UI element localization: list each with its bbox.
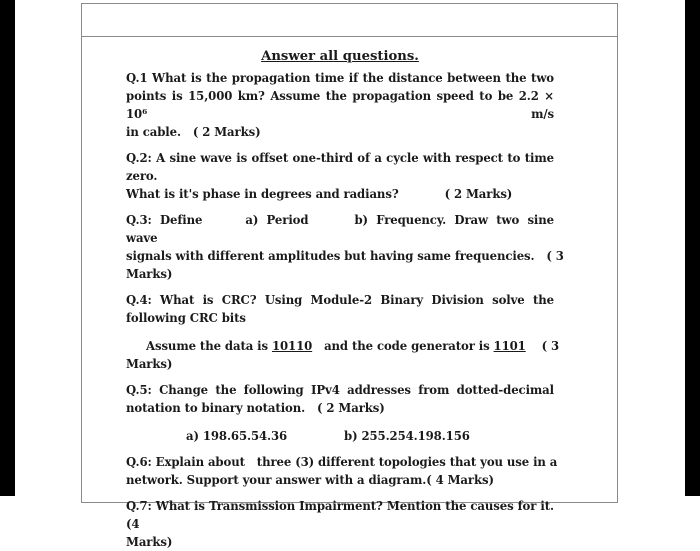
ip-address-b: b) 255.254.198.156 — [344, 429, 470, 443]
question-3: Q.3: Define a) Period b) Frequency. Draw two sine wave signals with different amplitudes but having same frequencies. ( 3 Marks) — [126, 213, 564, 281]
question-6: Q.6: Explain about three (3) different topologies that you use in a network. Support your answer with a diagram.( 4 Marks) — [126, 455, 558, 487]
right-edge-shadow — [685, 0, 700, 496]
crc-data-bits: 10110 — [271, 339, 313, 353]
exam-content — [126, 48, 564, 551]
question-4: Q.4: What is CRC? Using Module-2 Binary Division solve the following CRC bits — [126, 293, 554, 325]
question-2: Q.2: A sine wave is offset one-third of a cycle with respect to time zero. What is it's phase in degrees and radians? ( 2 Marks) — [126, 151, 554, 201]
question-5: Q.5: Change the following IPv4 addresses from dotted-decimal notation to binary notation. ( 2 Marks) a) 198.65.54.36 b) 255.254.198.156 — [126, 383, 554, 443]
left-edge-shadow — [0, 0, 15, 496]
header-divider — [81, 36, 618, 37]
question-4-data: Assume the data is 10110 and the code generator is 1101 ( 3 Marks) — [126, 339, 559, 371]
page-title: Answer all questions. — [261, 49, 419, 64]
crc-generator-bits: 1101 — [493, 339, 526, 353]
ip-address-a: a) 198.65.54.36 — [186, 429, 288, 443]
question-7: Q.7: What is Transmission Impairment? Mention the causes for it. (4 Marks) — [126, 499, 554, 549]
question-1: Q.1 What is the propagation time if the distance between the two points is 15,000 km? Assume the propagation speed to be 2.2 × 10⁶ m/s in cable. ( 2 Marks) — [126, 71, 554, 139]
